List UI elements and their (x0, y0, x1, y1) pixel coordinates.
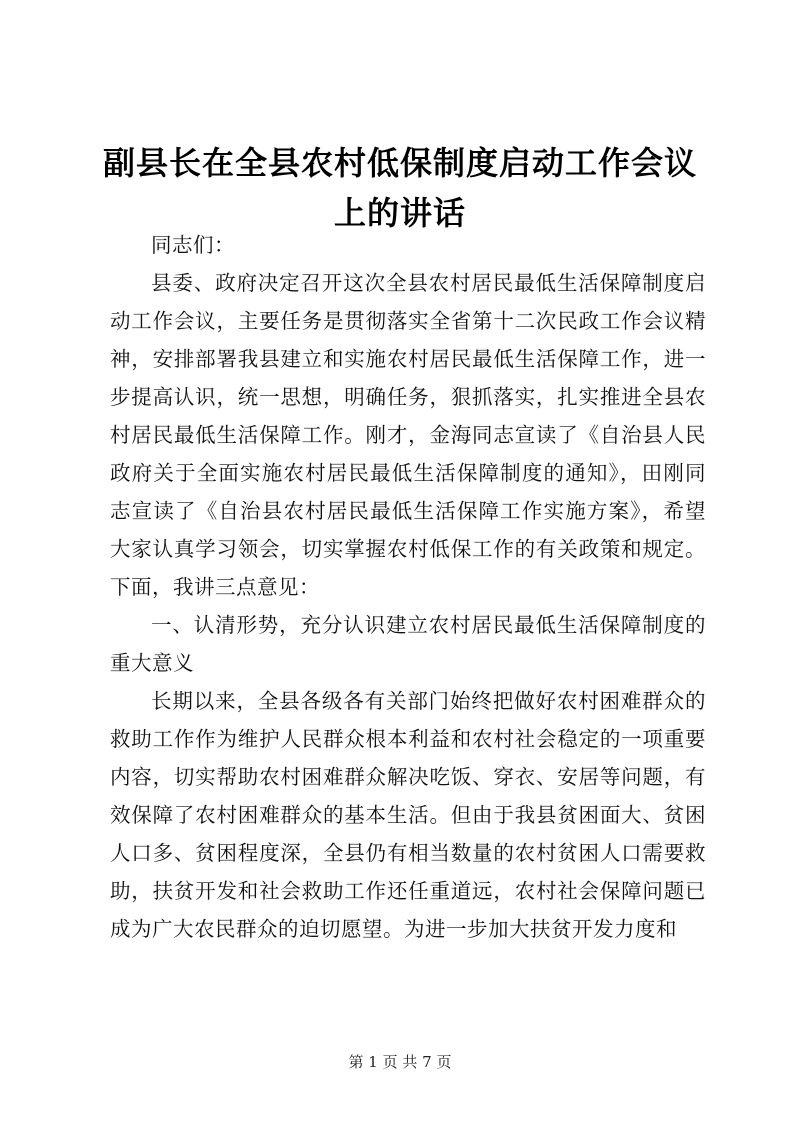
section-heading-1: 一、认清形势，充分认识建立农村居民最低生活保障制度的重大意义 (110, 613, 706, 675)
document-title: 副县长在全县农村低保制度启动工作会议上的讲话 (102, 144, 697, 232)
page-number-footer: 第 1 页 共 7 页 (348, 1053, 452, 1071)
salutation-paragraph: 同志们： (151, 233, 235, 257)
document-body (110, 226, 706, 948)
intro-paragraph: 县委、政府决定召开这次全县农村居民最低生活保障制度启动工作会议，主要任务是贯彻落实全省第十二次民政工作会议精神，安排部署我县建立和实施农村居民最低生活保障工作，进一步提高认识，统一思想，明确任务，狠抓落实，扎实推进全县农村居民最低生活保障工作。刚才，金海同志宣读了《自治县人民政府关于全面实施农村居民最低生活保障制度的通知》，田刚同志宣读了《自治县农村居民最低生活保障工作实施方案》，希望大家认真学习领会，切实掌握农村低保工作的有关政策和规定。下面，我讲三点意见： (110, 271, 706, 599)
body-paragraph: 长期以来，全县各级各有关部门始终把做好农村困难群众的救助工作作为维护人民群众根本利益和农村社会稳定的一项重要内容，切实帮助农村困难群众解决吃饭、穿衣、安居等问题，有效保障了农村困难群众的基本生活。但由于我县贫困面大、贫困人口多、贫困程度深，全县仍有相当数量的农村贫困人口需要救助，扶贫开发和社会救助工作还任重道远，农村社会保障问题已成为广大农民群众的迫切愿望。为进一步加大扶贫开发力度和 (110, 689, 706, 941)
